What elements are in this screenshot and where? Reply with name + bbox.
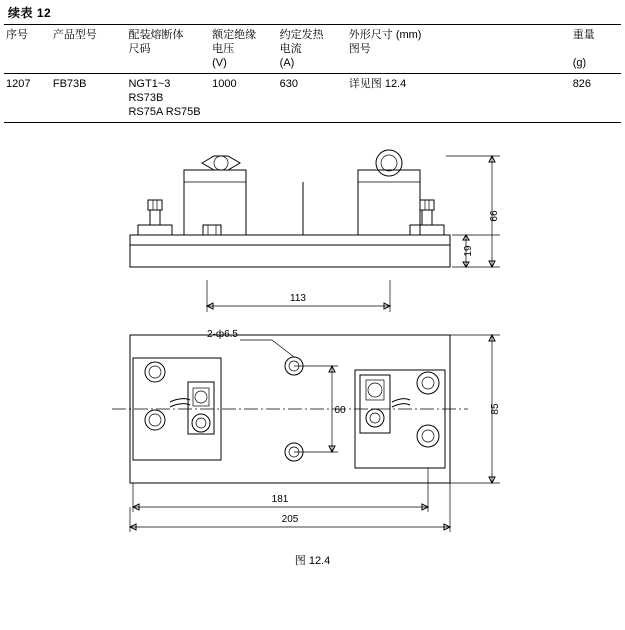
dim-205: 205 [281, 514, 299, 525]
header-cell-voltage: 额定绝缘 电压 (V) [210, 25, 278, 74]
dim-60: 60 [334, 405, 346, 416]
spec-table [4, 24, 621, 123]
figure-caption: 图 12.4 [294, 555, 331, 567]
header-cell-current: 约定发热 电流 (A) [278, 25, 347, 74]
header-cell-weight: 重量 (g) [571, 25, 621, 74]
table-header-row [4, 25, 621, 74]
dim-113: 113 [290, 293, 306, 304]
cell-dimensions: 详见图 12.4 [347, 74, 571, 123]
cell-fuse-size: NGT1~3 RS73B RS75A RS75B [126, 74, 210, 123]
cell-model: FB73B [51, 74, 127, 123]
header-cell-model: 产品型号 [51, 25, 127, 74]
dim-113-group [207, 280, 390, 312]
cell-index: 1207 [4, 74, 51, 123]
side-view [130, 150, 500, 267]
dim-85: 85 [490, 403, 501, 415]
header-cell-fuse-size: 配装熔断体 尺码 [126, 25, 210, 74]
dim-66: 66 [489, 210, 500, 222]
plan-view [112, 328, 501, 532]
dim-181: 181 [271, 494, 289, 505]
cell-current: 630 [278, 74, 347, 123]
cell-voltage: 1000 [210, 74, 278, 123]
drawing-svg [0, 130, 625, 570]
table-title: 续表 12 [8, 6, 52, 20]
header-cell-index: 序号 [4, 25, 51, 74]
technical-drawing [0, 130, 625, 570]
note-holes: 2-ф6.5 [206, 329, 238, 340]
table-row [4, 74, 621, 123]
header-cell-dimensions: 外形尺寸 (mm) 图号 [347, 25, 571, 74]
cell-weight: 826 [571, 74, 621, 123]
dim-19: 19 [463, 245, 474, 257]
